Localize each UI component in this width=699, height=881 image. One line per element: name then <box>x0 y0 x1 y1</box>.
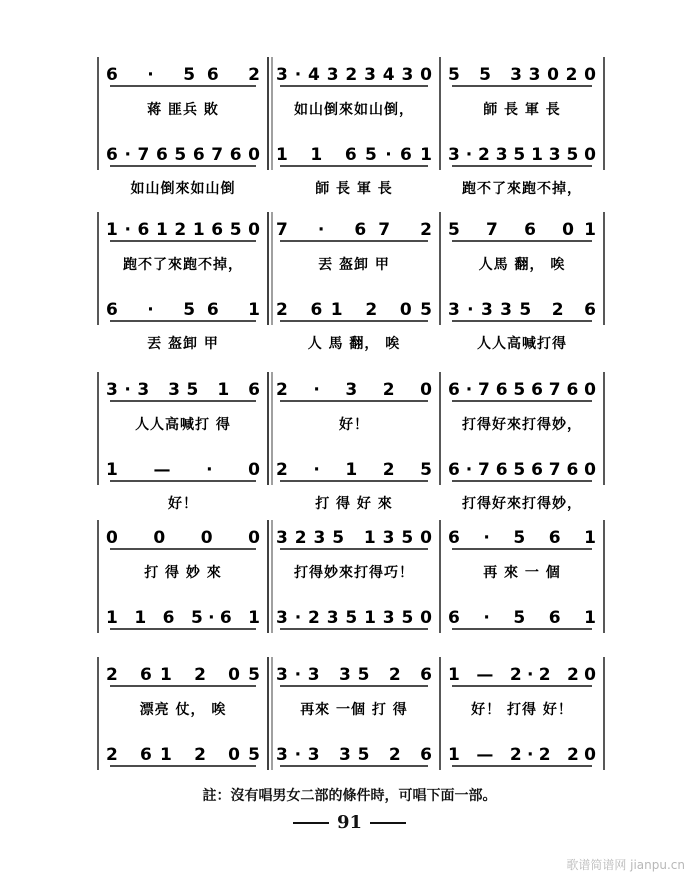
notes-lower: 6 · 56 1 <box>106 300 260 320</box>
lyrics-lower: 打 得 好 來 <box>315 496 393 512</box>
lyrics-lower: 師 長 軍 長 <box>315 181 393 197</box>
lyrics-upper: 打 得 妙 來 <box>144 565 222 581</box>
lyrics-upper: 如山倒來如山倒， <box>294 102 414 118</box>
notes-upper: 3·4323430 <box>276 65 432 85</box>
lyrics-upper: 打得妙來打得巧！ <box>294 565 414 581</box>
notes-lower: 3·3 35 2 6 <box>276 745 432 765</box>
notes-lower: 6·7656760 <box>448 460 596 480</box>
notes-lower: 3·2351350 <box>448 145 596 165</box>
lyrics-upper: 人馬 翻， 唉 <box>478 257 566 273</box>
lyrics-upper: 丟 盔卸 甲 <box>318 257 390 273</box>
notes-upper: 0 0 0 0 <box>106 528 260 548</box>
notes-upper: 3235 1350 <box>276 528 432 548</box>
notes-lower: 3·2351350 <box>276 608 432 628</box>
lyrics-upper: 打得好來打得妙， <box>462 417 582 433</box>
notes-lower: 1 1 65·61 <box>276 145 432 165</box>
lyrics-lower: 人人高喊打得 <box>477 336 567 352</box>
notes-lower: 1 — 2·2 20 <box>448 745 596 765</box>
notes-upper: 3·3 35 1 6 <box>106 380 260 400</box>
watermark: 歌谱简谱网 jianpu.cn <box>566 858 685 872</box>
notes-lower: 3·335 2 6 <box>448 300 596 320</box>
page-number-line <box>0 812 699 833</box>
page-number: 91 <box>336 812 363 833</box>
notes-upper: 6 · 5 6 1 <box>448 528 596 548</box>
notes-upper: 1·6121650 <box>106 220 260 240</box>
notes-upper: 7 · 67 2 <box>276 220 432 240</box>
lyrics-upper: 漂亮 仗， 唉 <box>139 702 227 718</box>
notes-lower: 2 · 1 2 5 <box>276 460 432 480</box>
lyrics-upper: 再來 一個 打 得 <box>300 702 408 718</box>
lyrics-upper: 師 長 軍 長 <box>483 102 561 118</box>
lyrics-upper: 跑不了來跑不掉， <box>123 257 243 273</box>
footnote: 註：沒有唱男女二部的條件時，可唱下面一部。 <box>202 788 497 804</box>
lyrics-lower: 好！ <box>168 496 198 512</box>
notes-upper: 5 5 33020 <box>448 65 596 85</box>
lyrics-upper: 蒋 匪兵 敗 <box>147 102 219 118</box>
notes-lower: 1 1 6 5·6 1 <box>106 608 260 628</box>
notes-upper: 6·7656760 <box>448 380 596 400</box>
notes-upper: 3·3 35 2 6 <box>276 665 432 685</box>
lyrics-lower: 如山倒來如山倒 <box>130 181 236 197</box>
notes-upper: 2 61 2 05 <box>106 665 260 685</box>
notes-upper: 1 — 2·2 20 <box>448 665 596 685</box>
lyrics-upper: 好！ <box>339 417 369 433</box>
notes-lower: 6 · 5 6 1 <box>448 608 596 628</box>
lyrics-lower: 人 馬 翻， 唉 <box>307 336 401 352</box>
lyrics-lower: 丟 盔卸 甲 <box>147 336 219 352</box>
lyrics-lower: 打得好來打得妙， <box>462 496 582 512</box>
notes-upper: 2 · 3 2 0 <box>276 380 432 400</box>
notes-lower: 2 61 2 05 <box>276 300 432 320</box>
notes-lower: 1 — · 0 <box>106 460 260 480</box>
lyrics-upper: 人人高喊打 得 <box>135 417 231 433</box>
notes-lower: 2 61 2 05 <box>106 745 260 765</box>
notes-upper: 6 · 56 2 <box>106 65 260 85</box>
notes-upper: 5 7 6 01 <box>448 220 596 240</box>
lyrics-upper: 好！ 打得 好！ <box>471 702 573 718</box>
lyrics-lower: 跑不了來跑不掉， <box>462 181 582 197</box>
notes-lower: 6·7656760 <box>106 145 260 165</box>
lyrics-upper: 再 來 一 個 <box>483 565 561 581</box>
